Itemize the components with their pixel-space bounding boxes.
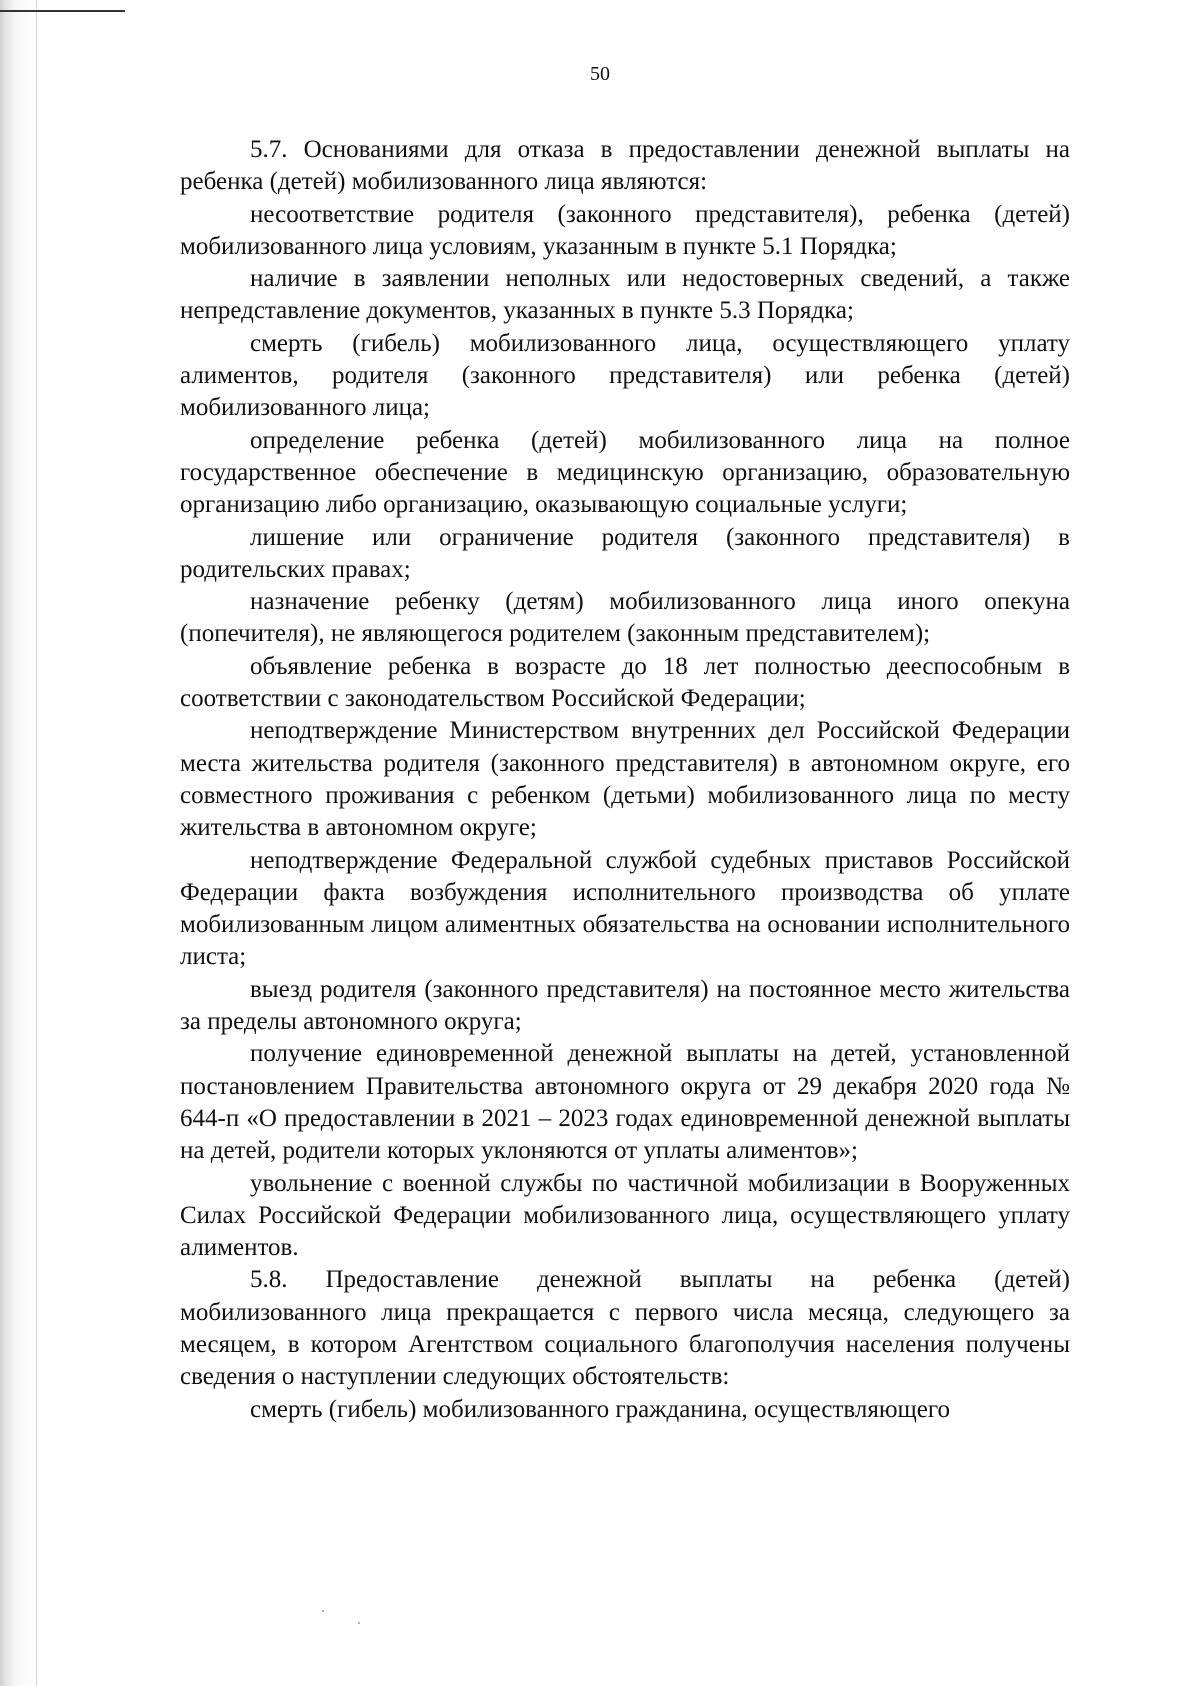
list-item: получение единовременной денежной выплаты на детей, установленной постановлением Правительства автономного округа от 29 декабря 2020 года № 644-п «О предоставлении в 2021 – 2023 годах единовременной денежной выплаты на детей, родители которых уклоняются от уплаты алиментов»;: [180, 1040, 1070, 1165]
scan-speck: [322, 1610, 324, 1612]
list-item: определение ребенка (детей) мобилизованного лица на полное государственное обеспечение в медицинскую организацию, образовательную организацию либо организацию, оказывающую социальные услуги;: [180, 426, 1070, 519]
list-item: наличие в заявлении неполных или недостоверных сведений, а также непредставление документов, указанных в пункте 5.3 Порядка;: [180, 265, 1070, 325]
corner-mark: [0, 10, 125, 12]
list-item: объявление ребенка в возрасте до 18 лет полностью дееспособным в соответствии с законодательством Российской Федерации;: [180, 652, 1070, 713]
list-item: назначение ребенку (детям) мобилизованного лица иного опекуна (попечителя), не являющегося родителем (законным представителем);: [180, 588, 1070, 648]
document-body: [180, 134, 1070, 1426]
scan-edge-line: [36, 0, 37, 1686]
list-item: неподтверждение Министерством внутренних дел Российской Федерации места жительства родителя (законного представителя) в автономном округе, его совместного проживания с ребенком (детьми) мобилизованного лица по месту жительства в автономном округе;: [180, 717, 1070, 842]
list-item: неподтверждение Федеральной службой судебных приставов Российской Федерации факта возбуждения исполнительного производства об уплате мобилизованным лицом алиментных обязательства на основании исполнительного листа;: [180, 846, 1070, 971]
list-item: несоответствие родителя (законного представителя), ребенка (детей) мобилизованного лица условиям, указанным в пункте 5.1 Порядка;: [180, 200, 1070, 260]
list-item: лишение или ограничение родителя (законного представителя) в родительских правах;: [180, 523, 1070, 583]
scan-edge-shadow: [0, 0, 40, 1686]
page-number: 50: [590, 63, 610, 85]
paragraph-5-8: 5.8. Предоставление денежной выплаты на ребенка (детей) мобилизованного лица прекращается с первого числа месяца, следующего за месяцем, в котором Агентством социального благополучия населения получены сведения о наступлении следующих обстоятельств:: [180, 1266, 1070, 1391]
paragraph-5-7: 5.7. Основаниями для отказа в предоставлении денежной выплаты на ребенка (детей) мобилизованного лица являются:: [180, 136, 1070, 196]
list-item: увольнение с военной службы по частичной мобилизации в Вооруженных Силах Российской Федерации мобилизованного лица, осуществляющего уплату алиментов.: [180, 1169, 1070, 1262]
list-item: смерть (гибель) мобилизованного гражданина, осуществляющего: [250, 1395, 951, 1423]
scan-speck: [358, 1622, 360, 1624]
list-item: выезд родителя (законного представителя) на постоянное место жительства за пределы автономного округа;: [180, 975, 1070, 1036]
list-item: смерть (гибель) мобилизованного лица, осуществляющего уплату алиментов, родителя (законного представителя) или ребенка (детей) мобилизованного лица;: [180, 329, 1070, 422]
